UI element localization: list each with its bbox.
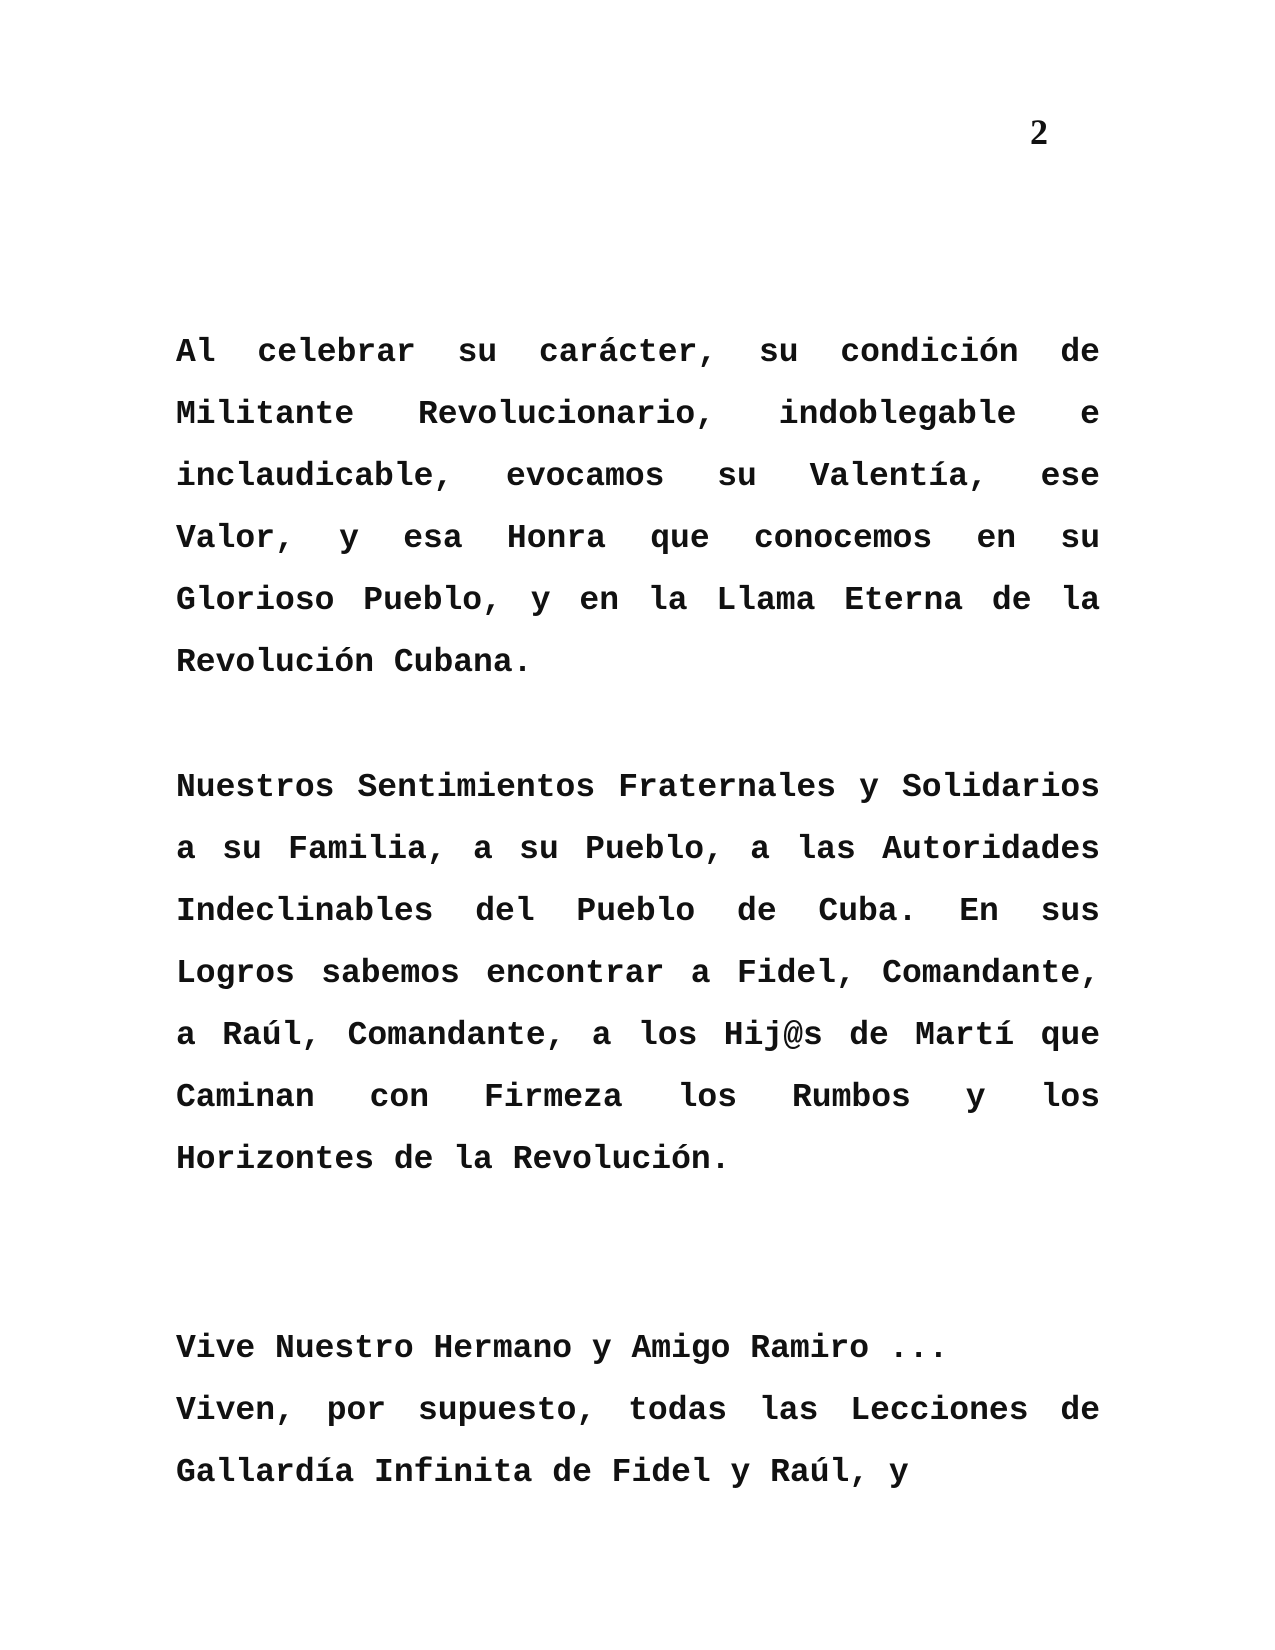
page-number: 2 bbox=[1030, 112, 1048, 152]
paragraph-3 bbox=[176, 1318, 1100, 1504]
paragraph-3-first-line: Vive Nuestro Hermano y Amigo Ramiro ... bbox=[176, 1330, 949, 1367]
paragraph-2: Nuestros Sentimientos Fraternales y Solidarios a su Familia, a su Pueblo, a las Autoridades Indeclinables del Pueblo de Cuba. En sus Logros sabemos encontrar a Fidel, Comandante, a Raúl, Comandante, a los Hij@s de Martí que Caminan con Firmeza los Rumbos y los Horizontes de la Revolución. bbox=[176, 769, 1100, 1178]
paragraph-3-text: Viven, por supuesto, todas las Lecciones de Gallardía Infinita de Fidel y Raúl, y bbox=[176, 1392, 1100, 1491]
paragraph-1: Al celebrar su carácter, su condición de Militante Revolucionario, indoblegable e inclaudicable, evocamos su Valentía, ese Valor, y esa Honra que conocemos en su Glorioso Pueblo, y en la Llama Eterna de la Revolución Cubana. bbox=[176, 334, 1100, 681]
